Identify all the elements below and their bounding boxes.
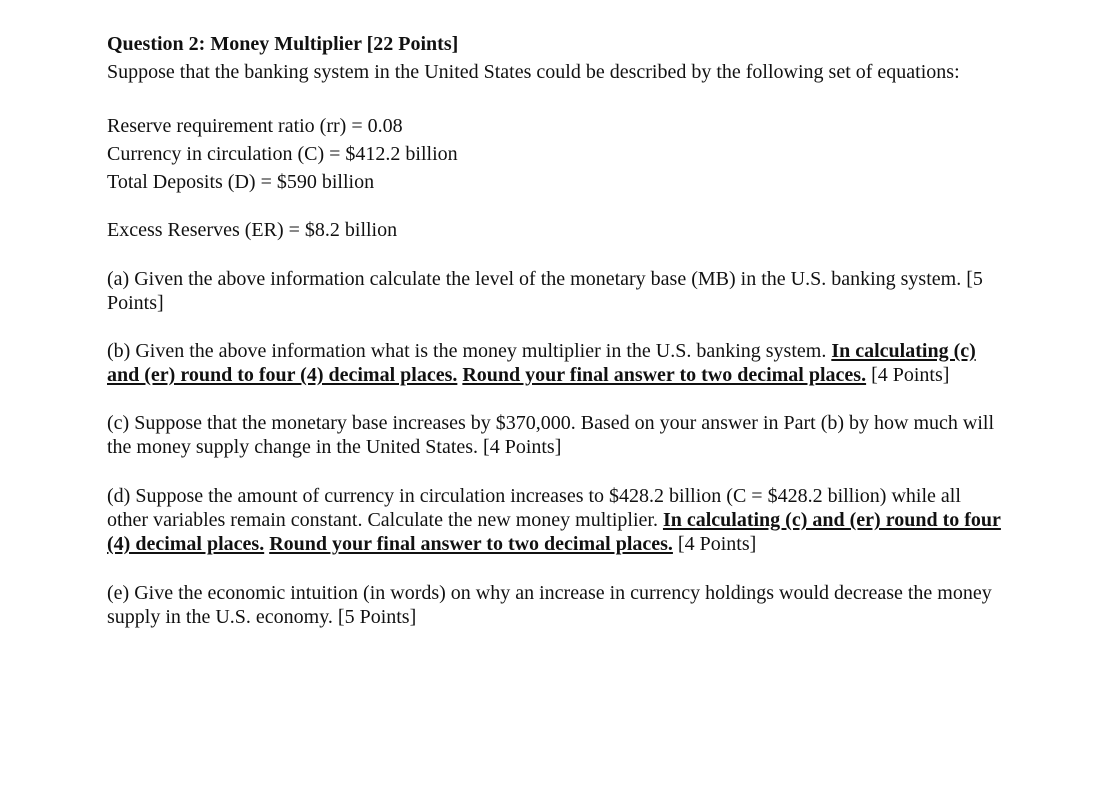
part-e: (e) Give the economic intuition (in words) on why an increase in currency holdings would decrease the money supply in the U.S. economy. [5 Points] bbox=[107, 582, 992, 628]
question-title: Question 2: Money Multiplier [22 Points] bbox=[107, 33, 459, 55]
spacer bbox=[107, 459, 1002, 484]
part-b-text: (b) Given the above information what is the money multiplier in the U.S. banking system. bbox=[107, 340, 832, 362]
spacer bbox=[107, 86, 1002, 112]
spacer bbox=[107, 244, 1002, 267]
spacer bbox=[107, 387, 1002, 411]
part-b-points: [4 Points] bbox=[866, 364, 950, 386]
given-excess-reserves: Excess Reserves (ER) = $8.2 billion bbox=[107, 219, 398, 241]
part-b-rounding-instruction: In calculating (c) and (er) round to four (4) decimal places. bbox=[107, 340, 976, 386]
part-d bbox=[107, 484, 1002, 556]
part-d-final-answer-instruction: Round your final answer to two decimal places. bbox=[269, 533, 673, 555]
part-a: (a) Given the above information calculate the level of the monetary base (MB) in the U.S. banking system. [5 Points] bbox=[107, 268, 983, 314]
given-reserve-ratio: Reserve requirement ratio (rr) = 0.08 bbox=[107, 115, 403, 137]
document-page bbox=[107, 30, 1002, 629]
question-intro: Suppose that the banking system in the United States could be described by the following set of equations: bbox=[107, 61, 960, 83]
spacer bbox=[107, 315, 1002, 339]
part-d-points: [4 Points] bbox=[672, 533, 757, 555]
part-c: (c) Suppose that the monetary base increases by $370,000. Based on your answer in Part (b) by how much will the money supply change in the United States. [4 Points] bbox=[107, 412, 995, 458]
part-b-final-answer-instruction: Round your final answer to two decimal places. bbox=[462, 364, 867, 386]
part-b bbox=[107, 339, 1002, 387]
part-d-text: (d) Suppose the amount of currency in circulation increases to $428.2 billion (C = $428.2 billion) while all other variables remain constant. Calculate the new money multiplier. bbox=[107, 485, 961, 531]
given-deposits: Total Deposits (D) = $590 billion bbox=[107, 171, 375, 193]
part-d-rounding-instruction: In calculating (c) and (er) round to four (4) decimal places. bbox=[107, 509, 1001, 555]
spacer bbox=[107, 556, 1002, 581]
given-currency: Currency in circulation (C) = $412.2 billion bbox=[107, 143, 458, 165]
spacer bbox=[107, 196, 1002, 216]
